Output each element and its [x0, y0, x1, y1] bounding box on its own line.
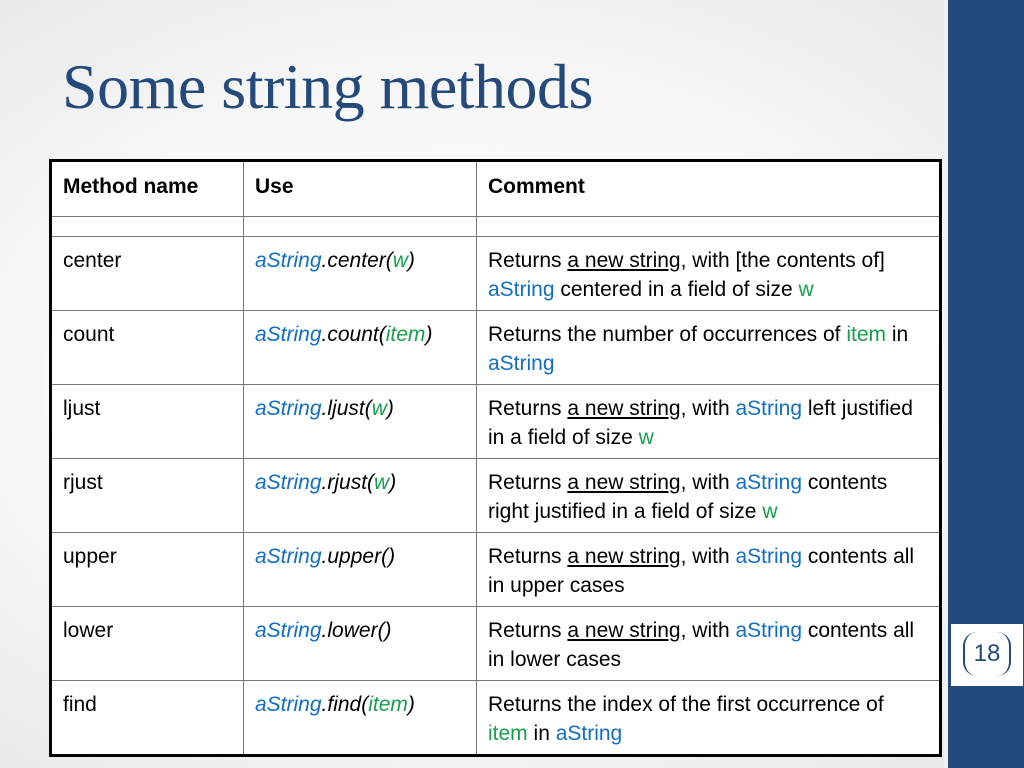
slide-number-box	[951, 624, 1023, 686]
comment-text: Returns	[488, 249, 568, 272]
comment-text: Returns	[488, 619, 568, 642]
call-close: )	[425, 323, 433, 346]
method-cell: count	[51, 311, 244, 385]
comment-text: centered in a field of size	[554, 278, 799, 301]
comment-text: Returns	[488, 545, 568, 568]
comment-text: Returns the index of the first occurrence of	[488, 693, 884, 716]
call-close: )	[407, 249, 415, 272]
separator-cell	[244, 217, 477, 237]
table-row	[51, 533, 941, 607]
comment-arg: item	[488, 722, 528, 745]
call-close: )	[407, 693, 415, 716]
table-row	[51, 237, 941, 311]
comment-text: contents all in upper cases	[488, 545, 915, 597]
method-cell: ljust	[51, 385, 244, 459]
table-row	[51, 607, 941, 681]
table-header-row	[51, 161, 941, 217]
comment-cell	[477, 681, 941, 756]
var-name: aString	[255, 693, 322, 716]
separator-cell	[51, 217, 244, 237]
comment-cell	[477, 607, 941, 681]
comment-text: , with	[680, 545, 736, 568]
comment-var: aString	[488, 278, 555, 301]
comment-text: in	[886, 323, 909, 346]
arg-name: item	[368, 693, 408, 716]
method-cell: center	[51, 237, 244, 311]
comment-text: , with	[680, 471, 736, 494]
table-row	[51, 311, 941, 385]
method-call: .rjust(	[321, 471, 375, 494]
use-cell	[244, 459, 477, 533]
method-cell: rjust	[51, 459, 244, 533]
comment-text: , with [the contents of]	[680, 249, 885, 272]
method-cell: lower	[51, 607, 244, 681]
header-use: Use	[244, 161, 477, 217]
method-cell: upper	[51, 533, 244, 607]
use-cell	[244, 533, 477, 607]
use-cell	[244, 237, 477, 311]
use-cell	[244, 385, 477, 459]
comment-text: Returns	[488, 397, 568, 420]
method-cell: find	[51, 681, 244, 756]
comment-emphasis: a new string	[567, 397, 681, 420]
var-name: aString	[255, 619, 322, 642]
comment-var: aString	[488, 352, 555, 375]
comment-text: Returns	[488, 471, 568, 494]
comment-emphasis: a new string	[567, 249, 681, 272]
method-call: .lower()	[321, 619, 392, 642]
header-comment: Comment	[477, 161, 941, 217]
comment-cell	[477, 311, 941, 385]
comment-arg: w	[638, 426, 654, 449]
var-name: aString	[255, 471, 322, 494]
separator-cell	[477, 217, 941, 237]
comment-emphasis: a new string	[567, 545, 681, 568]
comment-var: aString	[735, 397, 803, 420]
var-name: aString	[255, 249, 322, 272]
table-row	[51, 459, 941, 533]
string-methods-table	[49, 159, 942, 757]
comment-var: aString	[735, 619, 803, 642]
var-name: aString	[255, 323, 322, 346]
use-cell	[244, 681, 477, 756]
call-close: )	[389, 471, 397, 494]
method-call: .ljust(	[321, 397, 372, 420]
comment-cell	[477, 237, 941, 311]
comment-text: contents right justified in a field of size	[488, 471, 888, 523]
header-separator	[51, 217, 941, 237]
header-method-name: Method name	[51, 161, 244, 217]
comment-emphasis: a new string	[567, 619, 681, 642]
comment-cell	[477, 385, 941, 459]
arg-name: item	[385, 323, 426, 346]
comment-arg: w	[798, 278, 814, 301]
call-close: )	[386, 397, 394, 420]
comment-text: , with	[680, 397, 736, 420]
comment-var: aString	[735, 471, 803, 494]
arg-name: w	[371, 397, 387, 420]
slide-title: Some string methods	[62, 51, 593, 122]
comment-text: in	[527, 722, 556, 745]
var-name: aString	[255, 545, 322, 568]
table-row	[51, 385, 941, 459]
use-cell	[244, 311, 477, 385]
method-call: .count(	[321, 323, 386, 346]
slide-number: 18	[963, 632, 1011, 676]
comment-var: aString	[735, 545, 803, 568]
arg-name: w	[374, 471, 390, 494]
table-row	[51, 681, 941, 756]
comment-arg: w	[762, 500, 778, 523]
comment-text: , with	[680, 619, 736, 642]
var-name: aString	[255, 397, 322, 420]
comment-cell	[477, 533, 941, 607]
use-cell	[244, 607, 477, 681]
comment-emphasis: a new string	[567, 471, 681, 494]
comment-arg: item	[846, 323, 887, 346]
method-call: .find(	[321, 693, 369, 716]
comment-text: Returns the number of occurrences of	[488, 323, 847, 346]
comment-cell	[477, 459, 941, 533]
comment-var: aString	[555, 722, 623, 745]
comment-text: contents all in lower cases	[488, 619, 915, 671]
comment-text: left justified in a field of size	[488, 397, 913, 449]
method-call: .center(	[321, 249, 393, 272]
method-call: .upper()	[321, 545, 396, 568]
arg-name: w	[392, 249, 408, 272]
